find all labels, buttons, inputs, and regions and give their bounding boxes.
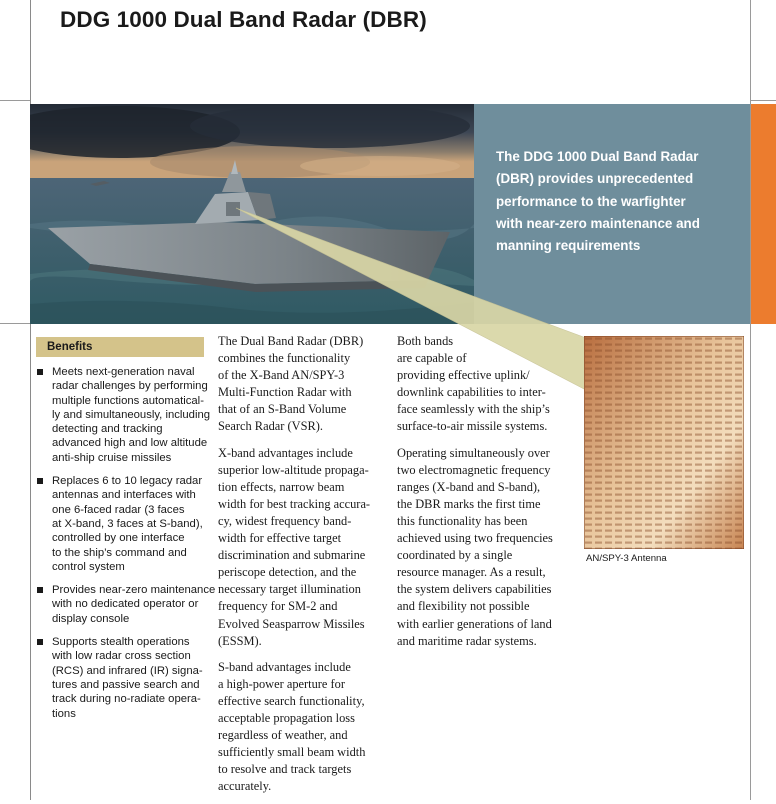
text-line: acceptable propagation loss: [218, 710, 355, 725]
bullet-line: tures and passive search and: [52, 678, 200, 691]
bullet-square-icon: [37, 639, 43, 645]
text-line: this functionality has been: [397, 513, 528, 528]
text-line: and flexibility not possible: [397, 599, 530, 614]
text-line: the DBR marks the first time: [397, 496, 541, 511]
bullet-square-icon: [37, 478, 43, 484]
text-line: regardless of weather, and: [218, 728, 348, 743]
bullet-line: control system: [52, 560, 125, 573]
text-line: the system delivers capabilities: [397, 582, 552, 597]
text-line: superior low-altitude propaga-: [218, 462, 369, 477]
bullet-line: multiple functions automatical-: [52, 394, 204, 407]
bullet-line: with low radar cross section: [52, 650, 191, 663]
text-line: discrimination and submarine: [218, 548, 366, 563]
text-line: width for best tracking accura-: [218, 496, 371, 511]
text-line: surface-to-air missile systems.: [397, 419, 548, 434]
text-line: necessary target illumination: [218, 582, 361, 597]
paragraph: [218, 445, 390, 650]
bullet-line: Replaces 6 to 10 legacy radar: [52, 475, 203, 488]
bullet-line: advanced high and low altitude: [52, 437, 208, 450]
text-line: coordinated by a single: [397, 548, 513, 563]
bullet-line: tions: [52, 707, 76, 720]
text-line: frequency for SM-2 and: [218, 599, 338, 614]
text-line: ranges (X-band and S-band),: [397, 479, 541, 494]
list-item: [36, 474, 212, 574]
text-line: (ESSM).: [218, 633, 262, 648]
list-item: [36, 635, 212, 721]
text-line: Multi-Function Radar with: [218, 385, 352, 400]
text-line: to resolve and track targets: [218, 762, 352, 777]
text-line: S-band advantages include: [218, 659, 351, 674]
bullet-square-icon: [37, 587, 43, 593]
bullet-line: radar challenges by performing: [52, 380, 208, 393]
antenna-caption: AN/SPY-3 Antenna: [586, 553, 667, 564]
text-line: periscope detection, and the: [218, 565, 357, 580]
bullet-line: anti-ship cruise missiles: [52, 451, 172, 464]
page-title: DDG 1000 Dual Band Radar (DBR): [60, 7, 427, 32]
benefits-heading: Benefits: [36, 337, 204, 357]
bullet-line: controlled by one interface: [52, 532, 185, 545]
bullet-line: one 6-faced radar (3 faces: [52, 503, 185, 516]
text-line: accurately.: [218, 779, 272, 794]
text-line: resource manager. As a result,: [397, 565, 546, 580]
bullet-line: Provides near-zero maintenance: [52, 584, 216, 597]
paragraph: [218, 659, 390, 796]
bullet-line: display console: [52, 612, 130, 625]
text-line: are capable of: [397, 351, 467, 366]
body-column-a: [218, 333, 390, 804]
antenna-array-illustration: [584, 336, 744, 549]
bullet-square-icon: [37, 369, 43, 375]
text-line: sufficiently small beam width: [218, 745, 366, 760]
text-line: achieved using two frequencies: [397, 531, 553, 546]
hero-text-line: (DBR) provides unprecedented: [496, 171, 694, 187]
text-line: combines the functionality: [218, 351, 351, 366]
text-line: cy, widest frequency band-: [218, 513, 352, 528]
bullet-line: antennas and interfaces with: [52, 489, 196, 502]
text-line: Evolved Seasparrow Missiles: [218, 616, 365, 631]
bullet-line: detecting and tracking: [52, 423, 163, 436]
text-line: Both bands: [397, 334, 454, 348]
hero-text-line: The DDG 1000 Dual Band Radar: [496, 149, 699, 164]
text-line: that of an S-Band Volume: [218, 402, 347, 417]
text-line: providing effective uplink/: [397, 368, 530, 383]
hero-text-line: performance to the warfighter: [496, 193, 686, 209]
paragraph: [218, 333, 390, 436]
bullet-line: Supports stealth operations: [52, 636, 190, 649]
text-line: width for effective target: [218, 531, 342, 546]
hero-text-line: manning requirements: [496, 238, 641, 254]
text-line: Operating simultaneously over: [397, 445, 550, 460]
text-line: and maritime radar systems.: [397, 633, 537, 648]
text-line: effective search functionality,: [218, 693, 365, 708]
antenna-photo: [584, 336, 744, 549]
text-line: tion effects, narrow beam: [218, 479, 345, 494]
bullet-line: at X-band, 3 faces at S-band),: [52, 517, 203, 530]
bullet-line: (RCS) and infrared (IR) signa-: [52, 664, 203, 677]
paragraph: [397, 333, 573, 436]
text-line: face seamlessly with the ship’s: [397, 402, 550, 417]
text-line: downlink capabilities to inter-: [397, 385, 546, 400]
text-line: The Dual Band Radar (DBR): [218, 334, 364, 348]
bullet-line: track during no-radiate opera-: [52, 693, 201, 706]
text-line: a high-power aperture for: [218, 676, 345, 691]
text-line: Search Radar (VSR).: [218, 419, 323, 434]
hero-text-line: with near-zero maintenance and: [496, 215, 700, 231]
paragraph: [397, 445, 573, 650]
text-line: of the X-Band AN/SPY-3: [218, 368, 345, 383]
bullet-line: to the ship’s command and: [52, 546, 187, 559]
bullet-line: with no dedicated operator or: [52, 598, 199, 611]
text-line: two electromagnetic frequency: [397, 462, 551, 477]
bullet-line: Meets next-generation naval: [52, 366, 195, 378]
list-item: [36, 583, 216, 626]
body-column-b: [397, 333, 573, 659]
bullet-line: ly and simultaneously, including: [52, 408, 211, 421]
list-item: [36, 365, 212, 465]
text-line: with earlier generations of land: [397, 616, 552, 631]
text-line: X-band advantages include: [218, 445, 353, 460]
benefits-list: [36, 365, 216, 730]
